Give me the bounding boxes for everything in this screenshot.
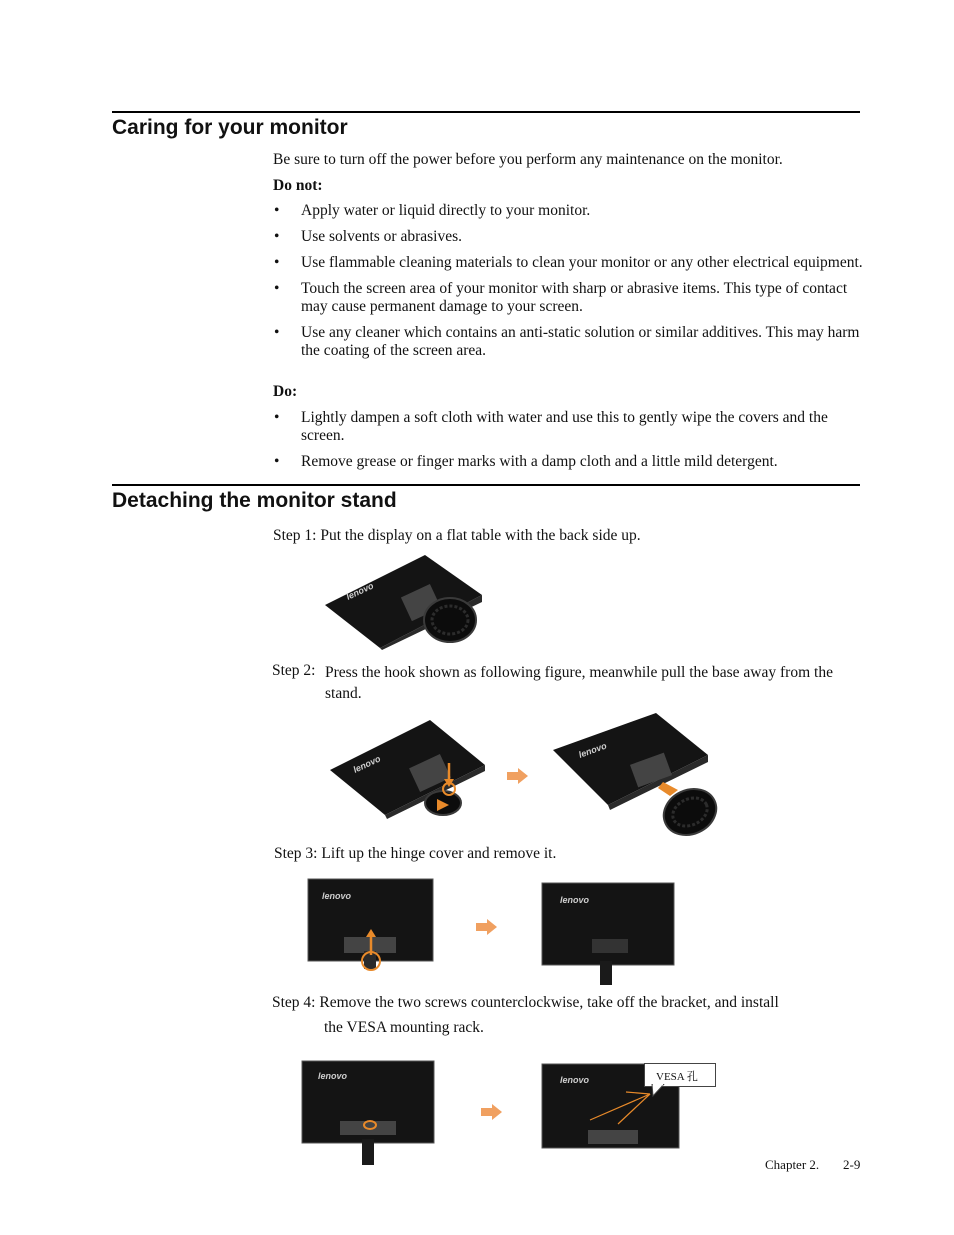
do-label: Do: — [273, 383, 298, 400]
list-item: • Use solvents or abrasives. — [273, 228, 863, 246]
step2-text: Press the hook shown as following figure, meanwhile pull the base away from the stand. — [325, 664, 833, 702]
section-divider-top — [112, 111, 860, 113]
lenovo-logo: lenovo — [322, 891, 352, 901]
list-item: • Touch the screen area of your monitor with sharp or abrasive items. This type of contact may cause permanent damage to your screen. — [273, 280, 863, 316]
arrow-right-icon — [476, 919, 498, 935]
section-title-detaching: Detaching the monitor stand — [112, 489, 397, 512]
do-not-list — [273, 202, 863, 360]
footer-page-number: 2-9 — [843, 1157, 861, 1172]
arrow-right-icon — [507, 768, 529, 784]
step3-text: Step 3: Lift up the hinge cover and remove it. — [274, 845, 557, 862]
list-item: • Apply water or liquid directly to your monitor. — [273, 202, 863, 220]
step2-monitor-figure-right — [548, 710, 723, 840]
step2-monitor-figure-left — [325, 715, 490, 820]
list-item: • Lightly dampen a soft cloth with water and use this to gently wipe the covers and the screen. — [273, 409, 863, 445]
section-title-caring: Caring for your monitor — [112, 116, 348, 139]
step4-text-line2: the VESA mounting rack. — [324, 1019, 484, 1036]
callout-pointer — [650, 1084, 670, 1098]
vesa-callout-text: VESA 孔 — [656, 1071, 698, 1083]
lenovo-logo: lenovo — [318, 1071, 348, 1081]
do-list — [273, 409, 863, 471]
lenovo-logo: lenovo — [560, 895, 590, 905]
intro-paragraph: Be sure to turn off the power before you perform any maintenance on the monitor. — [273, 151, 783, 168]
step3-monitor-figure-right — [540, 881, 677, 986]
step2-label: Step 2: — [272, 662, 316, 679]
list-item: • Remove grease or finger marks with a damp cloth and a little mild detergent. — [273, 453, 863, 471]
step1-monitor-figure — [320, 550, 490, 650]
step1-text: Step 1: Put the display on a flat table with the back side up. — [273, 527, 641, 544]
lenovo-logo: lenovo — [344, 580, 376, 602]
step3-monitor-figure-left — [306, 877, 436, 980]
lenovo-logo: lenovo — [560, 1075, 590, 1085]
section-divider-stand — [112, 484, 860, 486]
arrow-right-icon — [481, 1104, 503, 1120]
step4-monitor-figure-left — [300, 1059, 437, 1167]
list-item: • Use flammable cleaning materials to clean your monitor or any other electrical equipment. — [273, 254, 863, 272]
do-not-label: Do not: — [273, 177, 323, 194]
lenovo-logo: lenovo — [577, 740, 608, 760]
list-item: • Use any cleaner which contains an anti-static solution or similar additives. This may harm the coating of the screen area. — [273, 324, 863, 360]
step4-text-line1: Step 4: Remove the two screws counterclockwise, take off the bracket, and install — [272, 994, 779, 1011]
footer-chapter: Chapter 2. — [765, 1157, 820, 1172]
lenovo-logo: lenovo — [351, 753, 383, 775]
